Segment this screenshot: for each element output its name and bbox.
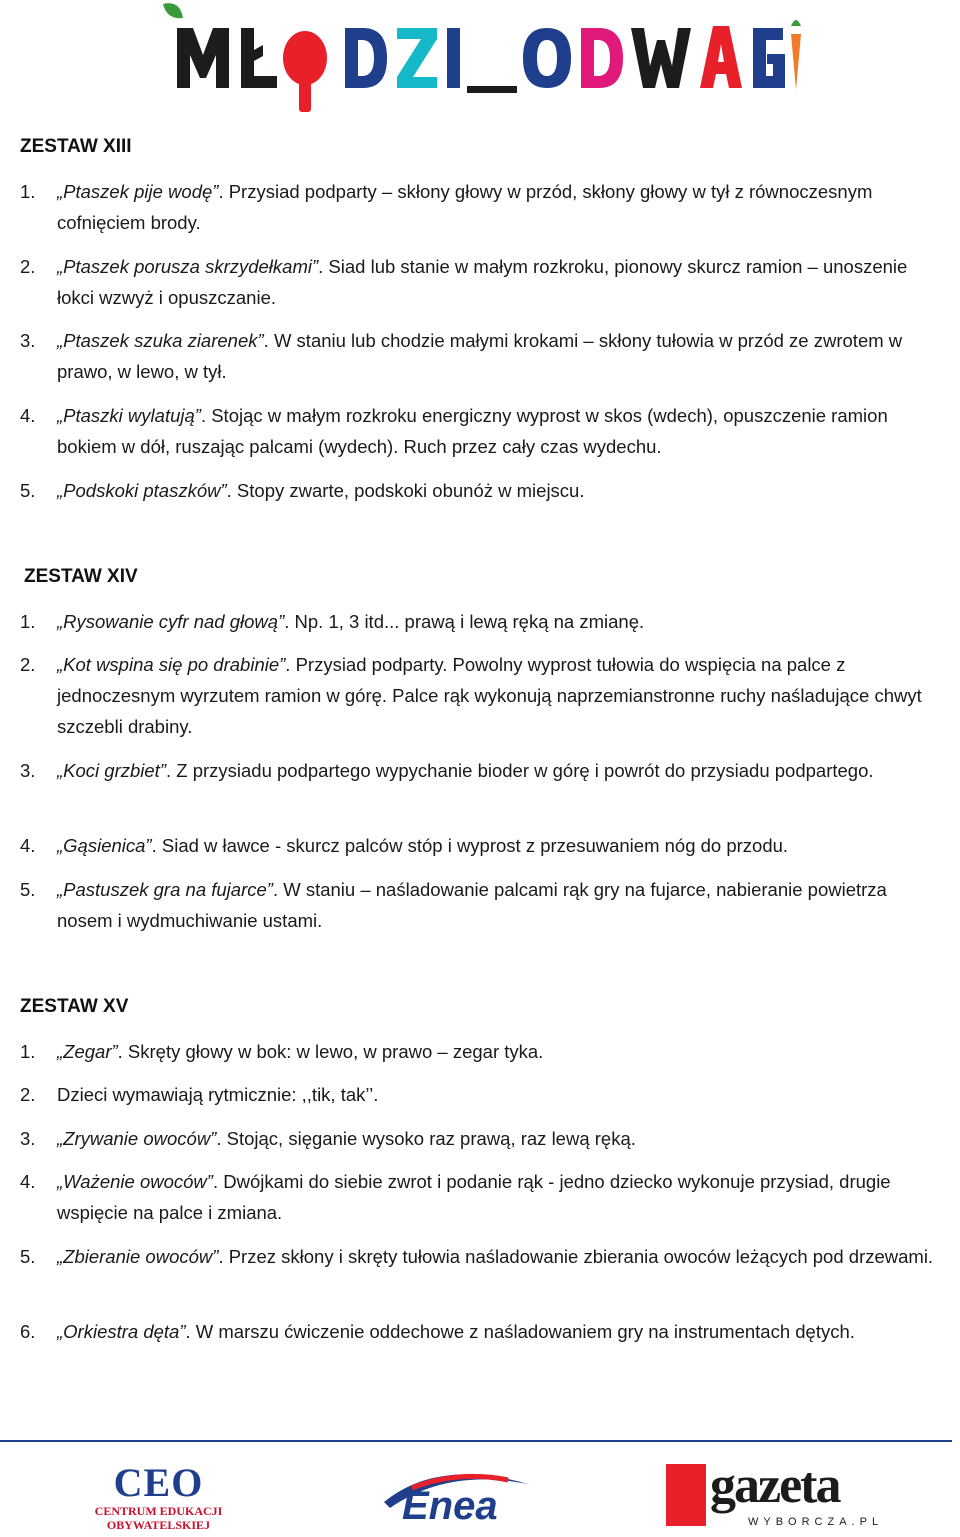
- list-item: [20, 1316, 940, 1347]
- exercise-description: . Siad w ławce - skurcz palców stóp i wyprost z przesuwaniem nóg do przodu.: [151, 835, 789, 856]
- exercise-description: . Stojąc, sięganie wysoko raz prawą, raz lewą ręką.: [216, 1128, 636, 1149]
- exercise-description: Dzieci wymawiają rytmicznie: ,,tik, tak’’.: [57, 1084, 379, 1105]
- list-item: [20, 1241, 940, 1272]
- exercise-name: „Ptaszek porusza skrzydełkami”: [57, 256, 319, 277]
- item-number: 1.: [20, 1041, 36, 1062]
- ceo-abbr: CEO: [113, 1460, 204, 1505]
- section-title-xiv: ZESTAW XIV: [24, 566, 138, 587]
- item-number: 2.: [20, 654, 36, 675]
- enea-name: Enea: [402, 1484, 498, 1528]
- exercise-description: . Przysiad podparty. Powolny wyprost tułowia do wspięcia na palce z jednoczesnym wyrzutem ramion w górę. Palce rąk wykonują naprzemianstronne ruchy naśladujące chwyt szczebli drabiny.: [57, 654, 922, 737]
- exercise-name: „Ptaszek pije wodę”: [57, 181, 219, 202]
- list-item: [20, 1079, 940, 1110]
- exercise-name: „Kot wspina się po drabinie”: [57, 654, 286, 675]
- ceo-line2: OBYWATELSKIEJ: [106, 1518, 211, 1532]
- list-item: [20, 176, 940, 238]
- item-number: 1.: [20, 181, 36, 202]
- exercise-name: „Pastuszek gra na fujarce”: [57, 879, 273, 900]
- mlodzi-odwagi-logo: [155, 0, 805, 118]
- exercise-description: . W marszu ćwiczenie oddechowe z naśladowaniem gry na instrumentach dętych.: [185, 1321, 855, 1342]
- item-number: 3.: [20, 760, 36, 781]
- list-item: [20, 1166, 940, 1228]
- gazeta-name: gazeta: [710, 1457, 840, 1514]
- item-number: 4.: [20, 405, 36, 426]
- exercise-description: . Stopy zwarte, podskoki obunóż w miejscu.: [226, 480, 585, 501]
- exercise-description: . Przez skłony i skręty tułowia naśladowanie zbierania owoców leżących pod drzewami.: [218, 1246, 934, 1267]
- exercise-name: „Podskoki ptaszków”: [57, 480, 227, 501]
- list-item: [20, 606, 940, 637]
- footer-divider: [0, 1440, 952, 1442]
- item-number: 3.: [20, 330, 36, 351]
- item-number: 1.: [20, 611, 36, 632]
- list-item: [20, 475, 940, 506]
- exercise-name: „Ptaszek szuka ziarenek”: [57, 330, 264, 351]
- item-number: 3.: [20, 1128, 36, 1149]
- section-title-xv: ZESTAW XV: [20, 996, 129, 1017]
- exercise-name: „Rysowanie cyfr nad głową”: [57, 611, 285, 632]
- list-item: [20, 400, 940, 462]
- exercise-name: „Ptaszki wylatują”: [57, 405, 201, 426]
- gazeta-logo: [666, 1457, 884, 1534]
- list-item: [20, 1036, 940, 1067]
- list-item: [20, 830, 940, 861]
- exercise-name: „Zegar”: [57, 1041, 118, 1062]
- exercise-name: „Gąsienica”: [57, 835, 152, 856]
- item-number: 2.: [20, 256, 36, 277]
- exercise-name: „Orkiestra dęta”: [57, 1321, 186, 1342]
- list-item: [20, 649, 940, 742]
- exercise-description: . Przysiad podparty – skłony głowy w przód, skłony głowy w tył z równoczesnym cofnięciem brody.: [57, 181, 873, 233]
- exercise-name: „Zrywanie owoców”: [57, 1128, 217, 1149]
- exercise-description: . Dwójkami do siebie zwrot i podanie rąk - jedno dziecko wykonuje przysiad, drugie wspięcie na palce i zmiana.: [57, 1171, 891, 1223]
- exercise-description: . Np. 1, 3 itd... prawą i lewą ręką na zmianę.: [284, 611, 645, 632]
- list-item: [20, 755, 940, 786]
- list-item: [20, 325, 940, 387]
- exercise-name: „Ważenie owoców”: [57, 1171, 213, 1192]
- ceo-logo: [86, 1462, 231, 1534]
- item-number: 4.: [20, 835, 36, 856]
- item-number: 4.: [20, 1171, 36, 1192]
- list-item: [20, 251, 940, 313]
- exercise-description: . W staniu – naśladowanie palcami rąk gry na fujarce, nabieranie powietrza nosem i wydmuchiwanie ustami.: [57, 879, 887, 931]
- list-item: [20, 874, 940, 936]
- exercise-name: „Zbieranie owoców”: [57, 1246, 219, 1267]
- exercise-name: „Koci grzbiet”: [57, 760, 166, 781]
- item-number: 6.: [20, 1321, 36, 1342]
- item-number: 2.: [20, 1084, 36, 1105]
- exercise-description: . Siad lub stanie w małym rozkroku, pionowy skurcz ramion – unoszenie łokci wzwyż i opuszczanie.: [57, 256, 908, 308]
- list-item: [20, 1123, 940, 1154]
- gazeta-red-mark: [666, 1464, 706, 1526]
- exercise-description: . W staniu lub chodzie małymi krokami – skłony tułowia w przód ze zwrotem w prawo, w lewo, w tył.: [57, 330, 903, 382]
- exercise-description: . Stojąc w małym rozkroku energiczny wyprost w skos (wdech), opuszczenie ramion bokiem w dół, ruszając palcami (wydech). Ruch przez cały czas wydechu.: [57, 405, 888, 457]
- section-title-xiii: ZESTAW XIII: [20, 136, 132, 157]
- item-number: 5.: [20, 480, 36, 501]
- exercise-description: . Skręty głowy w bok: w lewo, w prawo – zegar tyka.: [117, 1041, 544, 1062]
- enea-logo: [378, 1462, 550, 1530]
- item-number: 5.: [20, 1246, 36, 1267]
- gazeta-sub: WYBORCZA.PL: [748, 1516, 884, 1528]
- ceo-line1: CENTRUM EDUKACJI: [94, 1504, 223, 1518]
- exercise-description: . Z przysiadu podpartego wypychanie bioder w górę i powrót do przysiadu podpartego.: [165, 760, 874, 781]
- item-number: 5.: [20, 879, 36, 900]
